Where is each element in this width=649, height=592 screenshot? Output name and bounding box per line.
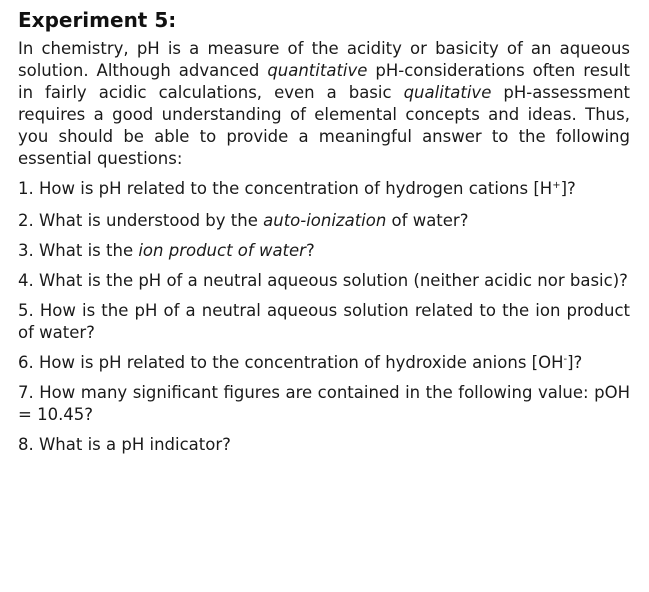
question-1-text: 1. How is pH related to the concentration of hydrogen cations [H [18, 179, 553, 198]
intro-text-3: pH-assessment requires a good understanding of elemental concepts and ideas. Thus, you should be able to provide a meaningful answer to the following essential questions: [18, 83, 630, 168]
question-2-emphasis: auto-ionization [263, 211, 387, 230]
question-2-end: of water? [386, 211, 469, 230]
question-5: 5. How is the pH of a neutral aqueous solution related to the ion product of water? [18, 301, 630, 342]
question-3-end: ? [305, 241, 315, 260]
question-4: 4. What is the pH of a neutral aqueous solution (neither acidic nor basic)? [18, 271, 628, 290]
question-2 [18, 210, 630, 232]
question-7: 7. How many significant figures are contained in the following value: pOH = 10.45? [18, 383, 630, 424]
intro-text-2: pH-considerations often result in fairly acidic calculations, even a basic [18, 61, 630, 102]
question-6-text: 6. How is pH related to the concentration of hydroxide anions [OH [18, 353, 564, 372]
question-1-end: ]? [560, 179, 576, 198]
question-1 [18, 178, 630, 200]
question-3-text: 3. What is the [18, 241, 139, 260]
intro-paragraph [18, 38, 630, 170]
intro-text-1: In chemistry, pH is a measure of the acidity or basicity of an aqueous solution. Although advanced [18, 39, 630, 80]
question-1-superscript: + [552, 180, 561, 191]
question-6-superscript: - [563, 354, 568, 365]
question-6 [18, 352, 630, 374]
experiment-title: Experiment 5: [18, 8, 177, 32]
question-3 [18, 240, 630, 262]
question-6-end: ]? [567, 353, 583, 372]
intro-emphasis-qualitative: qualitative [403, 83, 492, 102]
question-3-emphasis: ion product of water [138, 241, 306, 260]
question-2-text: 2. What is understood by the [18, 211, 264, 230]
question-8: 8. What is a pH indicator? [18, 435, 231, 454]
document-page [18, 6, 630, 464]
intro-emphasis-quantitative: quantitative [267, 61, 368, 80]
